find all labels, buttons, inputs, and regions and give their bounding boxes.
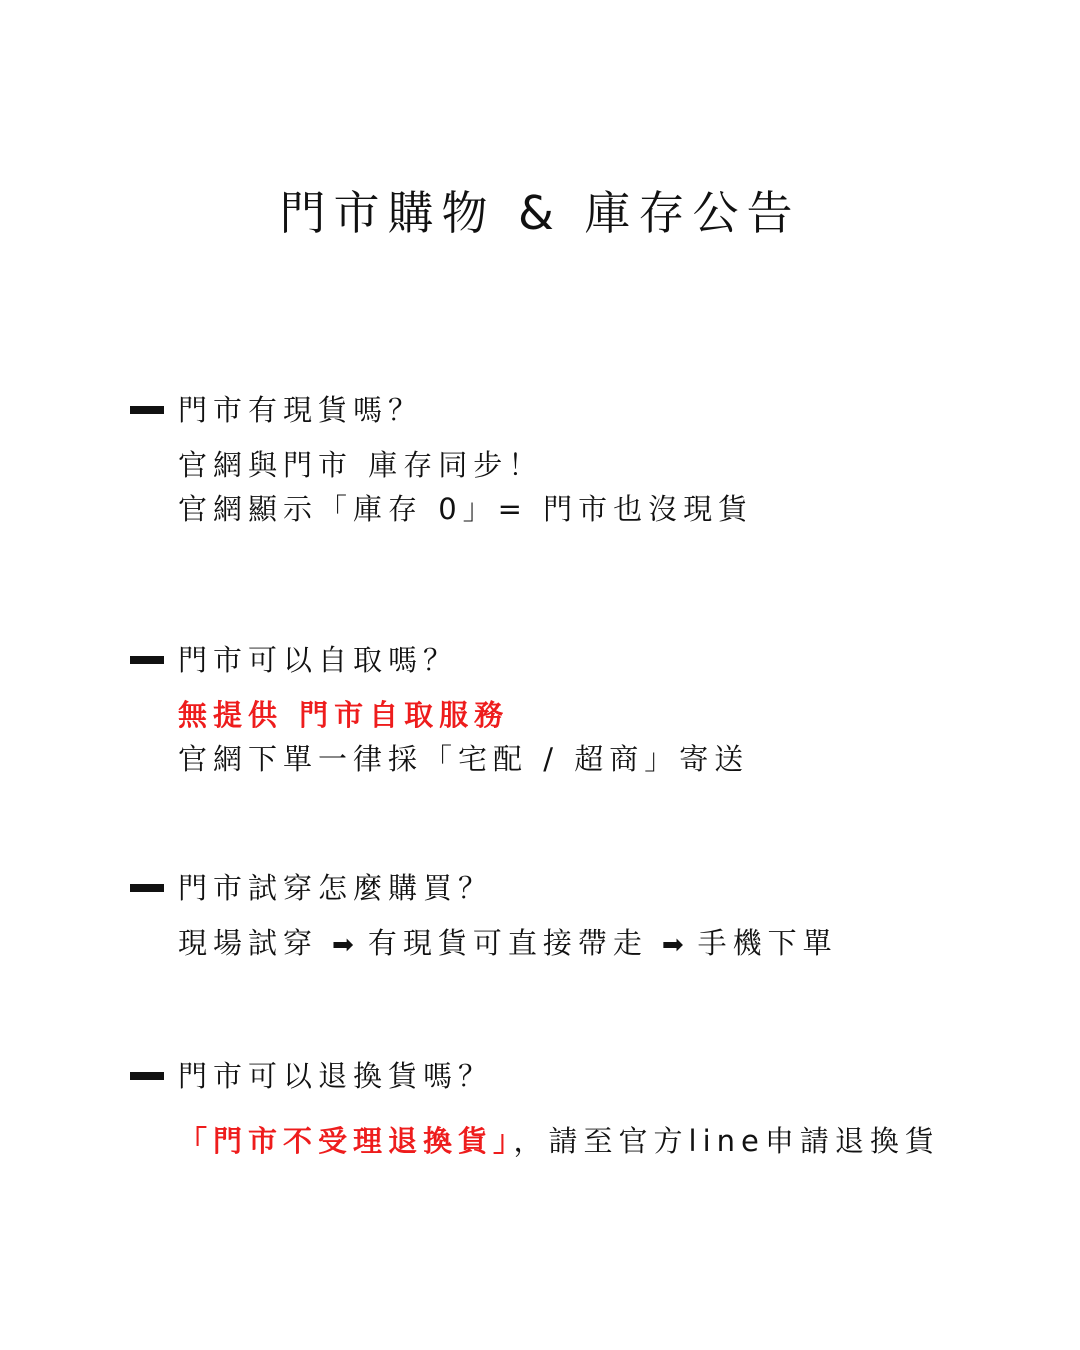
question-row [130, 867, 1030, 909]
answer-line: 官網與門市 庫存同步！ [178, 448, 544, 482]
returns-notice [178, 1119, 1030, 1163]
answer-line: 官網顯示「庫存 0」= 門市也沒現貨 [178, 492, 754, 526]
answer-line: 官網下單一律採「宅配 / 超商」寄送 [178, 742, 750, 776]
question-row [130, 1055, 1030, 1097]
page-title: 門市購物 & 庫存公告 [279, 186, 801, 240]
purchase-flow [178, 921, 1030, 967]
question-text: 門市有現貨嗎？ [178, 393, 424, 427]
section-in-stock [130, 389, 1030, 531]
dash-bullet-icon [130, 884, 164, 892]
question-text: 門市試穿怎麼購買？ [178, 871, 494, 905]
question-text: 門市可以自取嗎？ [178, 643, 459, 677]
flow-step: 手機下單 [697, 926, 838, 960]
dash-bullet-icon [130, 406, 164, 414]
highlight-notice: 無提供 門市自取服務 [178, 698, 510, 732]
answer-suffix: ，請至官方line申請退換貨 [513, 1124, 940, 1158]
right-arrow-icon: ➡ [332, 930, 354, 960]
section-try-on [130, 867, 1030, 967]
question-text: 門市可以退換貨嗎？ [178, 1059, 494, 1093]
flow-step: 現場試穿 [178, 926, 319, 960]
flow-step: 有現貨可直接帶走 [367, 926, 648, 960]
dash-bullet-icon [130, 1072, 164, 1080]
section-pickup [130, 639, 1030, 781]
question-row [130, 389, 1030, 431]
question-row [130, 639, 1030, 681]
dash-bullet-icon [130, 656, 164, 664]
right-arrow-icon: ➡ [661, 930, 684, 960]
section-returns [130, 1055, 1030, 1163]
highlight-notice: 「門市不受理退換貨」 [178, 1124, 514, 1158]
